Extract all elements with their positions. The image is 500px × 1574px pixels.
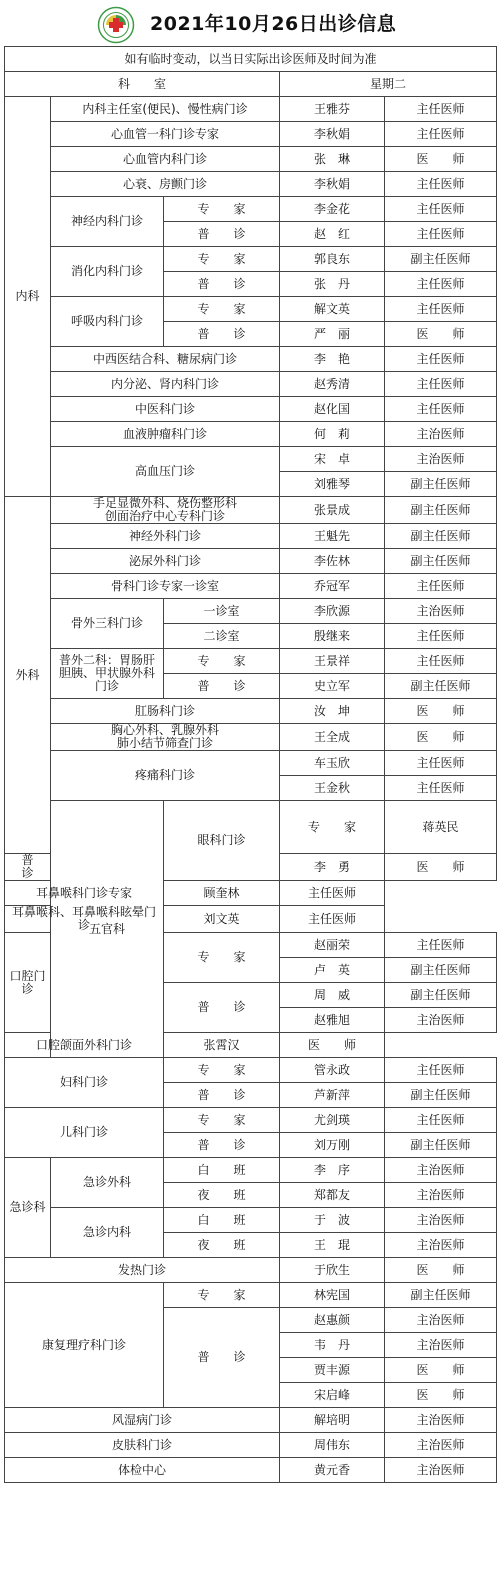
doctor-title: 副主任医师 <box>385 1083 497 1108</box>
doctor-name: 王魁先 <box>280 524 385 549</box>
doctor-title: 主任医师 <box>385 1108 497 1133</box>
table-row <box>5 599 497 624</box>
table-row <box>5 724 497 751</box>
dept-name-line: 手足显微外科、烧伤整形科 <box>92 496 237 510</box>
dept-name: 呼吸内科门诊 <box>51 297 164 347</box>
dept-name: 体检中心 <box>5 1458 280 1483</box>
doctor-name: 蒋英民 <box>385 801 497 854</box>
dept-name-line: 创面治疗中心专科门诊 <box>104 509 225 523</box>
visit-type: 夜 班 <box>164 1183 280 1208</box>
doctor-name: 于 波 <box>280 1208 385 1233</box>
table-row <box>5 122 497 147</box>
dept-name: 妇科门诊 <box>5 1058 164 1108</box>
doctor-name: 李金花 <box>280 197 385 222</box>
dept-name: 口腔门诊 <box>5 933 51 1033</box>
dept-column-header: 科 室 <box>5 72 280 97</box>
column-header-row <box>5 72 497 97</box>
doctor-name: 赵雅旭 <box>280 1008 385 1033</box>
table-row <box>5 1158 497 1183</box>
doctor-name: 王雅芬 <box>280 97 385 122</box>
doctor-title: 主任医师 <box>385 97 497 122</box>
doctor-name: 汝 坤 <box>280 699 385 724</box>
table-row <box>5 1208 497 1233</box>
table-row <box>5 247 497 272</box>
dept-name: 耳鼻喉科门诊专家 <box>5 881 164 906</box>
doctor-title: 主任医师 <box>385 222 497 247</box>
dept-name: 康复理疗科门诊 <box>5 1283 164 1408</box>
doctor-title: 主任医师 <box>385 272 497 297</box>
doctor-name: 林宪国 <box>280 1283 385 1308</box>
dept-name: 心衰、房颤门诊 <box>51 172 280 197</box>
visit-type: 普 诊 <box>164 1133 280 1158</box>
doctor-name: 解文英 <box>280 297 385 322</box>
doctor-title: 主治医师 <box>385 1333 497 1358</box>
doctor-title: 主治医师 <box>385 1158 497 1183</box>
doctor-title: 主治医师 <box>385 1008 497 1033</box>
doctor-name: 刘万刚 <box>280 1133 385 1158</box>
doctor-name: 宋启峰 <box>280 1383 385 1408</box>
table-row <box>5 1108 497 1133</box>
table-row <box>5 372 497 397</box>
doctor-name: 李欣源 <box>280 599 385 624</box>
table-row <box>5 881 497 906</box>
doctor-name: 刘文英 <box>164 906 280 933</box>
table-row <box>5 801 497 854</box>
doctor-title: 主任医师 <box>385 172 497 197</box>
dept-name: 风湿病门诊 <box>5 1408 280 1433</box>
doctor-title: 主任医师 <box>385 1058 497 1083</box>
doctor-name: 管永政 <box>280 1058 385 1083</box>
doctor-name: 李秋娟 <box>280 122 385 147</box>
schedule-table <box>4 46 497 1483</box>
doctor-title: 副主任医师 <box>385 497 497 524</box>
visit-type: 专 家 <box>164 297 280 322</box>
doctor-title: 主治医师 <box>385 1233 497 1258</box>
table-row <box>5 172 497 197</box>
dept-name: 内分泌、肾内科门诊 <box>51 372 280 397</box>
doctor-title: 主任医师 <box>385 649 497 674</box>
doctor-name: 尤剑瑛 <box>280 1108 385 1133</box>
dept-name: 心血管内科门诊 <box>51 147 280 172</box>
visit-type: 专 家 <box>164 197 280 222</box>
doctor-title: 医 师 <box>385 147 497 172</box>
dept-name: 耳鼻喉科、耳鼻喉科眩晕门诊 <box>5 906 164 933</box>
notice-row <box>5 47 497 72</box>
dept-name: 心血管一科门诊专家 <box>51 122 280 147</box>
doctor-title: 医 师 <box>385 322 497 347</box>
doctor-title: 副主任医师 <box>385 1283 497 1308</box>
dept-name: 眼科门诊 <box>164 801 280 881</box>
doctor-title: 主任医师 <box>385 397 497 422</box>
table-row <box>5 549 497 574</box>
table-row <box>5 447 497 472</box>
doctor-title: 主任医师 <box>385 624 497 649</box>
doctor-title: 医 师 <box>385 854 497 881</box>
table-row <box>5 574 497 599</box>
table-row <box>5 649 497 674</box>
notice-text: 如有临时变动，以当日实际出诊医师及时间为准 <box>5 47 497 72</box>
visit-type: 普 诊 <box>164 272 280 297</box>
dept-name: 中西医结合科、糖尿病门诊 <box>51 347 280 372</box>
doctor-title: 主治医师 <box>385 1408 497 1433</box>
table-row <box>5 1458 497 1483</box>
visit-type: 普 诊 <box>164 1308 280 1408</box>
doctor-name: 王全成 <box>280 724 385 751</box>
dept-name: 消化内科门诊 <box>51 247 164 297</box>
dept-name-line: 肺小结节筛查门诊 <box>116 736 213 750</box>
table-row <box>5 699 497 724</box>
doctor-name: 殷继来 <box>280 624 385 649</box>
doctor-title: 医 师 <box>385 724 497 751</box>
visit-type: 专 家 <box>164 247 280 272</box>
doctor-title: 主任医师 <box>385 574 497 599</box>
doctor-name: 周伟东 <box>280 1433 385 1458</box>
dept-name: 骨科门诊专家一诊室 <box>51 574 280 599</box>
visit-type: 白 班 <box>164 1158 280 1183</box>
table-row <box>5 751 497 776</box>
doctor-title: 主任医师 <box>385 372 497 397</box>
doctor-name: 张 丹 <box>280 272 385 297</box>
doctor-name: 乔冠军 <box>280 574 385 599</box>
category-label: 五官科 <box>51 801 164 1058</box>
table-row <box>5 297 497 322</box>
dept-name-line: 胸心外科、乳腺外科 <box>110 723 219 737</box>
category-label: 内科 <box>5 97 51 497</box>
dept-name: 中医科门诊 <box>51 397 280 422</box>
doctor-name: 何 莉 <box>280 422 385 447</box>
visit-type: 普 诊 <box>5 854 51 881</box>
doctor-title: 副主任医师 <box>385 674 497 699</box>
doctor-title: 主任医师 <box>385 751 497 776</box>
dept-name: 神经内科门诊 <box>51 197 164 247</box>
table-row <box>5 906 497 933</box>
visit-type: 普 诊 <box>164 322 280 347</box>
dept-name <box>51 724 280 751</box>
doctor-title: 主任医师 <box>385 297 497 322</box>
table-row <box>5 147 497 172</box>
visit-type: 普 诊 <box>164 983 280 1033</box>
table-row <box>5 347 497 372</box>
dept-name: 疼痛科门诊 <box>51 751 280 801</box>
dept-name <box>51 497 280 524</box>
doctor-title: 医 师 <box>385 699 497 724</box>
doctor-name: 周 威 <box>280 983 385 1008</box>
dept-name: 口腔颌面外科门诊 <box>5 1033 164 1058</box>
doctor-name: 张 琳 <box>280 147 385 172</box>
doctor-title: 主任医师 <box>385 933 497 958</box>
table-row <box>5 397 497 422</box>
doctor-name: 王景祥 <box>280 649 385 674</box>
doctor-title: 副主任医师 <box>385 1133 497 1158</box>
doctor-name: 贾丰源 <box>280 1358 385 1383</box>
dept-name: 血液肿瘤科门诊 <box>51 422 280 447</box>
visit-type: 专 家 <box>164 933 280 983</box>
category-label: 急诊科 <box>5 1158 51 1258</box>
dept-name: 发热门诊 <box>5 1258 280 1283</box>
table-row <box>5 422 497 447</box>
visit-type: 白 班 <box>164 1208 280 1233</box>
dept-name: 高血压门诊 <box>51 447 280 497</box>
hospital-logo-icon <box>97 6 135 44</box>
doctor-name: 严 丽 <box>280 322 385 347</box>
doctor-title: 副主任医师 <box>385 958 497 983</box>
doctor-name: 解培明 <box>280 1408 385 1433</box>
doctor-name: 黄元香 <box>280 1458 385 1483</box>
doctor-title: 主治医师 <box>385 422 497 447</box>
doctor-title: 主任医师 <box>385 776 497 801</box>
doctor-name: 赵惠颜 <box>280 1308 385 1333</box>
visit-type: 普 诊 <box>164 674 280 699</box>
doctor-name: 顾奎林 <box>164 881 280 906</box>
day-column-header: 星期二 <box>280 72 497 97</box>
table-row <box>5 1058 497 1083</box>
table-row <box>5 1433 497 1458</box>
doctor-name: 宋 卓 <box>280 447 385 472</box>
dept-name: 骨外三科门诊 <box>51 599 164 649</box>
doctor-name: 郑都友 <box>280 1183 385 1208</box>
doctor-name: 张霄汉 <box>164 1033 280 1058</box>
doctor-name: 李 艳 <box>280 347 385 372</box>
doctor-title: 医 师 <box>385 1383 497 1408</box>
doctor-name: 王金秋 <box>280 776 385 801</box>
visit-type: 专 家 <box>164 649 280 674</box>
dept-name: 急诊内科 <box>51 1208 164 1258</box>
dept-name: 儿科门诊 <box>5 1108 164 1158</box>
doctor-title: 医 师 <box>385 1358 497 1383</box>
table-row <box>5 197 497 222</box>
doctor-name: 赵化国 <box>280 397 385 422</box>
doctor-title: 主治医师 <box>385 1433 497 1458</box>
doctor-title: 医 师 <box>280 1033 385 1058</box>
dept-name-line: 门诊 <box>94 679 119 693</box>
doctor-title: 主任医师 <box>280 881 385 906</box>
doctor-title: 主治医师 <box>385 1183 497 1208</box>
dept-name: 皮肤科门诊 <box>5 1433 280 1458</box>
category-label: 外科 <box>5 497 51 854</box>
table-row <box>5 1283 497 1308</box>
doctor-title: 副主任医师 <box>385 247 497 272</box>
doctor-title: 主治医师 <box>385 1458 497 1483</box>
visit-type: 普 诊 <box>164 222 280 247</box>
dept-name: 内科主任室(便民)、慢性病门诊 <box>51 97 280 122</box>
doctor-title: 主任医师 <box>385 197 497 222</box>
table-row <box>5 97 497 122</box>
doctor-name: 李 序 <box>280 1158 385 1183</box>
doctor-name: 车玉欣 <box>280 751 385 776</box>
doctor-title: 主治医师 <box>385 599 497 624</box>
doctor-name: 李秋娟 <box>280 172 385 197</box>
doctor-name: 韦 丹 <box>280 1333 385 1358</box>
doctor-name: 刘雅琴 <box>280 472 385 497</box>
doctor-name: 赵丽荣 <box>280 933 385 958</box>
doctor-name: 赵秀清 <box>280 372 385 397</box>
dept-name: 肛肠科门诊 <box>51 699 280 724</box>
visit-type: 专 家 <box>164 1283 280 1308</box>
doctor-title: 副主任医师 <box>385 472 497 497</box>
doctor-name: 李佐林 <box>280 549 385 574</box>
doctor-name: 李 勇 <box>280 854 385 881</box>
visit-type: 专 家 <box>280 801 385 854</box>
doctor-title: 主任医师 <box>280 906 385 933</box>
dept-name-line: 胆胰、甲状腺外科 <box>58 666 155 680</box>
doctor-title: 主任医师 <box>385 122 497 147</box>
doctor-name: 郭良东 <box>280 247 385 272</box>
doctor-title: 副主任医师 <box>385 524 497 549</box>
table-row <box>5 1408 497 1433</box>
visit-type: 二诊室 <box>164 624 280 649</box>
doctor-name: 王 琨 <box>280 1233 385 1258</box>
dept-name-line: 普外二科：胃肠肝 <box>58 653 155 667</box>
doctor-title: 主治医师 <box>385 1308 497 1333</box>
doctor-title: 主治医师 <box>385 1208 497 1233</box>
visit-type: 专 家 <box>164 1058 280 1083</box>
page-title: 2021年10月26日出诊信息 <box>150 13 397 35</box>
table-row <box>5 524 497 549</box>
dept-name: 急诊外科 <box>51 1158 164 1208</box>
doctor-name: 芦新萍 <box>280 1083 385 1108</box>
doctor-name: 卢 英 <box>280 958 385 983</box>
doctor-name: 赵 红 <box>280 222 385 247</box>
doctor-title: 副主任医师 <box>385 983 497 1008</box>
header <box>0 0 500 46</box>
dept-name <box>51 649 164 699</box>
dept-name: 神经外科门诊 <box>51 524 280 549</box>
doctor-name: 张景成 <box>280 497 385 524</box>
table-row <box>5 1258 497 1283</box>
dept-name: 泌尿外科门诊 <box>51 549 280 574</box>
doctor-title: 主治医师 <box>385 447 497 472</box>
visit-type: 一诊室 <box>164 599 280 624</box>
doctor-title: 副主任医师 <box>385 549 497 574</box>
doctor-title: 医 师 <box>385 1258 497 1283</box>
table-row <box>5 1033 497 1058</box>
table-row <box>5 497 497 524</box>
doctor-name: 于欣生 <box>280 1258 385 1283</box>
visit-type: 专 家 <box>164 1108 280 1133</box>
doctor-title: 主任医师 <box>385 347 497 372</box>
visit-type: 夜 班 <box>164 1233 280 1258</box>
visit-type: 普 诊 <box>164 1083 280 1108</box>
doctor-name: 史立军 <box>280 674 385 699</box>
